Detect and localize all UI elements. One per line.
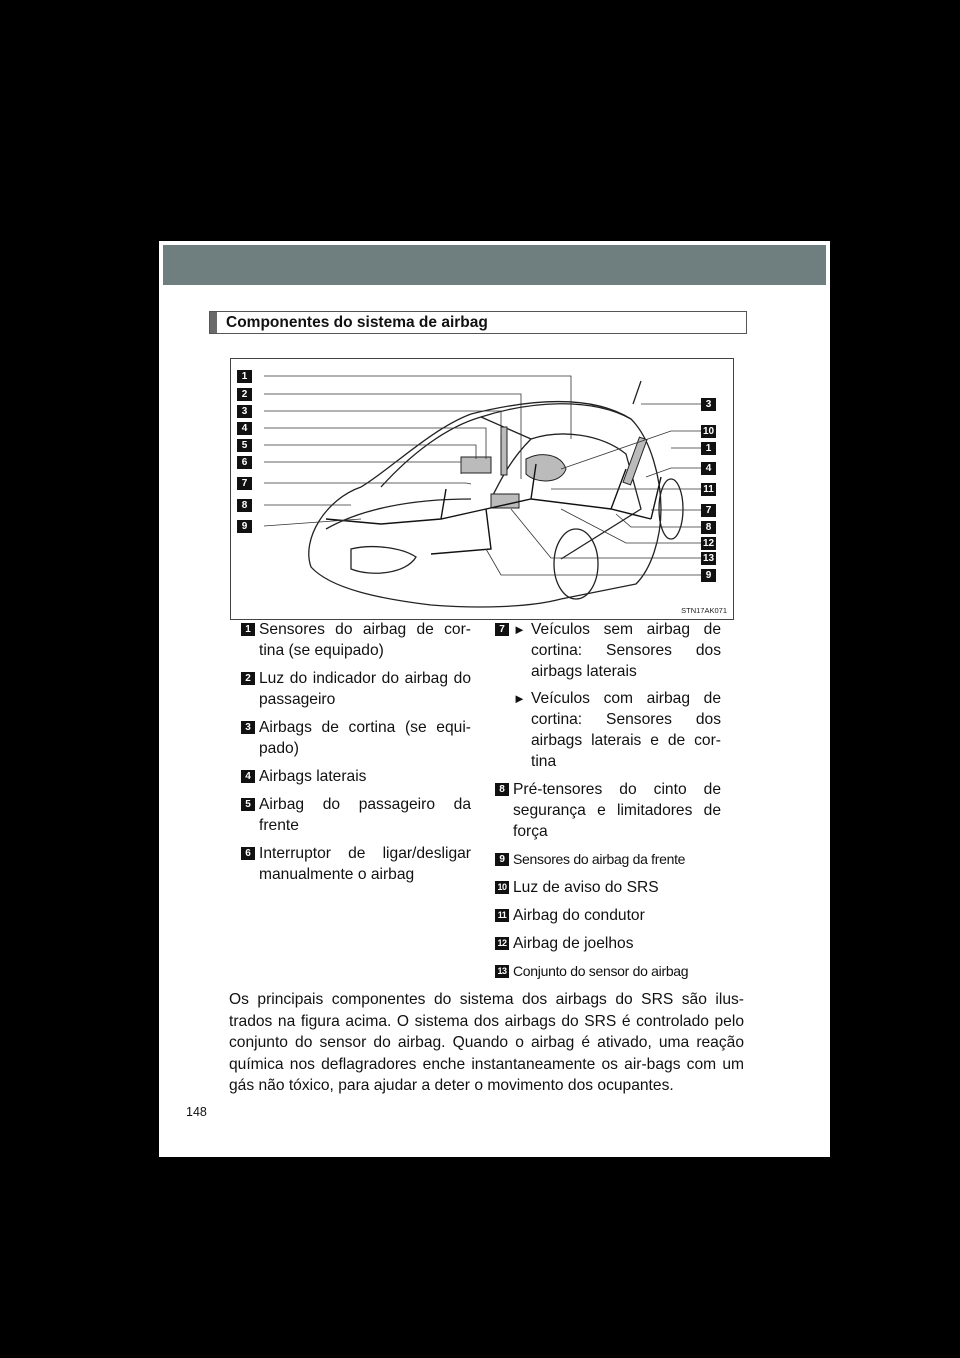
legend-number: 13	[495, 965, 509, 978]
legend-number: 2	[241, 672, 255, 685]
roof-line	[481, 404, 631, 419]
legend-number: 5	[241, 798, 255, 811]
callout-right-4: 4	[701, 462, 716, 475]
legend-text: Sensores do airbag de cor-tina (se equipado)	[259, 621, 471, 659]
legend-text: Sensores do airbag da frente	[513, 851, 686, 867]
legend-subitem	[513, 688, 721, 772]
section-heading	[209, 311, 747, 334]
legend-subitem	[513, 619, 721, 682]
legend-number: 11	[495, 909, 509, 922]
legend-number: 3	[241, 721, 255, 734]
legend-number: 4	[241, 770, 255, 783]
callout-right-11: 11	[701, 483, 716, 496]
callout-left-5: 5	[237, 439, 252, 452]
legend-item	[241, 717, 471, 759]
legend-item	[495, 961, 721, 982]
legend-item	[495, 779, 721, 842]
legend-number: 7	[495, 623, 509, 636]
manual-page	[159, 241, 830, 1157]
airbag-diagram	[230, 358, 734, 620]
legend-text: Conjunto do sensor do airbag	[513, 963, 689, 979]
body-paragraph: Os principais componentes do sistema dos airbags do SRS são ilus-trados na figura acima. O sistema dos airbags do SRS é controlado pelo conjunto do sensor do airbag. Quando o airbag é ativado, uma reação química nos deflagradores enche instantaneamente os air-bags com um gás não tóxico, para ajudar a deter o movimento dos ocupantes.	[229, 991, 744, 1094]
grille	[351, 547, 416, 574]
figure-code: STN17AK071	[681, 606, 727, 615]
legend-left-column	[241, 619, 471, 892]
legend-number: 6	[241, 847, 255, 860]
callout-left-9: 9	[237, 520, 252, 533]
windshield-outline	[381, 417, 531, 499]
side-airbag-shape	[501, 427, 507, 475]
callout-right-13: 13	[702, 553, 715, 564]
legend-text: Pré-tensores do cinto de segurança e limitadores de força	[513, 781, 721, 840]
legend-item	[241, 843, 471, 885]
legend-item	[241, 619, 471, 661]
legend-item	[241, 668, 471, 710]
callout-left-8: 8	[237, 499, 252, 512]
leader-lines-left	[264, 376, 571, 526]
callout-left-4: 4	[237, 422, 252, 435]
legend-number: 10	[495, 881, 509, 894]
callout-right-3: 3	[701, 398, 716, 411]
sensor-assembly-shape	[491, 494, 519, 508]
legend-text: Luz de aviso do SRS	[513, 879, 659, 896]
callout-left-2: 2	[237, 388, 252, 401]
callout-left-1: 1	[237, 370, 252, 383]
legend-text: Airbag de joelhos	[513, 935, 634, 952]
arrow-icon: ►	[513, 691, 526, 706]
legend-item	[241, 794, 471, 836]
curtain-airbag-shape	[623, 437, 647, 485]
legend-item	[495, 877, 721, 898]
legend-text: Airbags laterais	[259, 768, 367, 785]
driver-airbag-shape	[526, 455, 566, 481]
callout-left-7: 7	[237, 477, 252, 490]
legend-item	[495, 619, 721, 772]
callout-right-12: 12	[702, 538, 715, 549]
legend-text: Veículos sem airbag de cortina: Sensores dos airbags laterais	[531, 621, 721, 680]
rear-wheel	[659, 479, 683, 539]
callout-right-1: 1	[701, 442, 716, 455]
car-body-outline	[309, 402, 661, 608]
legend-item	[495, 905, 721, 926]
front-wheel	[554, 529, 598, 599]
legend-number: 9	[495, 853, 509, 866]
legend-text: Luz do indicador do airbag do passageiro	[259, 670, 471, 708]
legend-text: Interruptor de ligar/desligar manualmente o airbag	[259, 845, 471, 883]
car-illustration	[231, 359, 734, 620]
callout-right-10: 10	[702, 426, 715, 437]
section-title: Componentes do sistema de airbag	[226, 314, 488, 331]
antenna	[633, 381, 641, 404]
leader-lines-right	[486, 404, 701, 575]
legend-text: Airbags de cortina (se equi-pado)	[259, 719, 471, 757]
page-number: 148	[186, 1105, 207, 1119]
legend-number: 8	[495, 783, 509, 796]
legend-number: 12	[495, 937, 509, 950]
legend-item	[495, 933, 721, 954]
legend-text: Veículos com airbag de cortina: Sensores dos airbags laterais e de cor-tina	[531, 690, 721, 770]
heading-marker	[210, 312, 217, 333]
passenger-airbag-shape	[461, 457, 491, 473]
legend-item	[495, 849, 721, 870]
callout-left-3: 3	[237, 405, 252, 418]
header-bar	[163, 245, 826, 285]
callout-right-9: 9	[701, 569, 716, 582]
legend-right-column	[495, 619, 721, 989]
callout-right-8: 8	[701, 521, 716, 534]
legend-text: Airbag do passageiro da frente	[259, 796, 471, 834]
arrow-icon: ►	[513, 622, 526, 637]
callout-left-6: 6	[237, 456, 252, 469]
callout-right-7: 7	[701, 504, 716, 517]
legend-number: 1	[241, 623, 255, 636]
door-line	[531, 434, 641, 559]
legend-item	[241, 766, 471, 787]
hood-line	[326, 499, 471, 529]
legend-text: Airbag do condutor	[513, 907, 645, 924]
